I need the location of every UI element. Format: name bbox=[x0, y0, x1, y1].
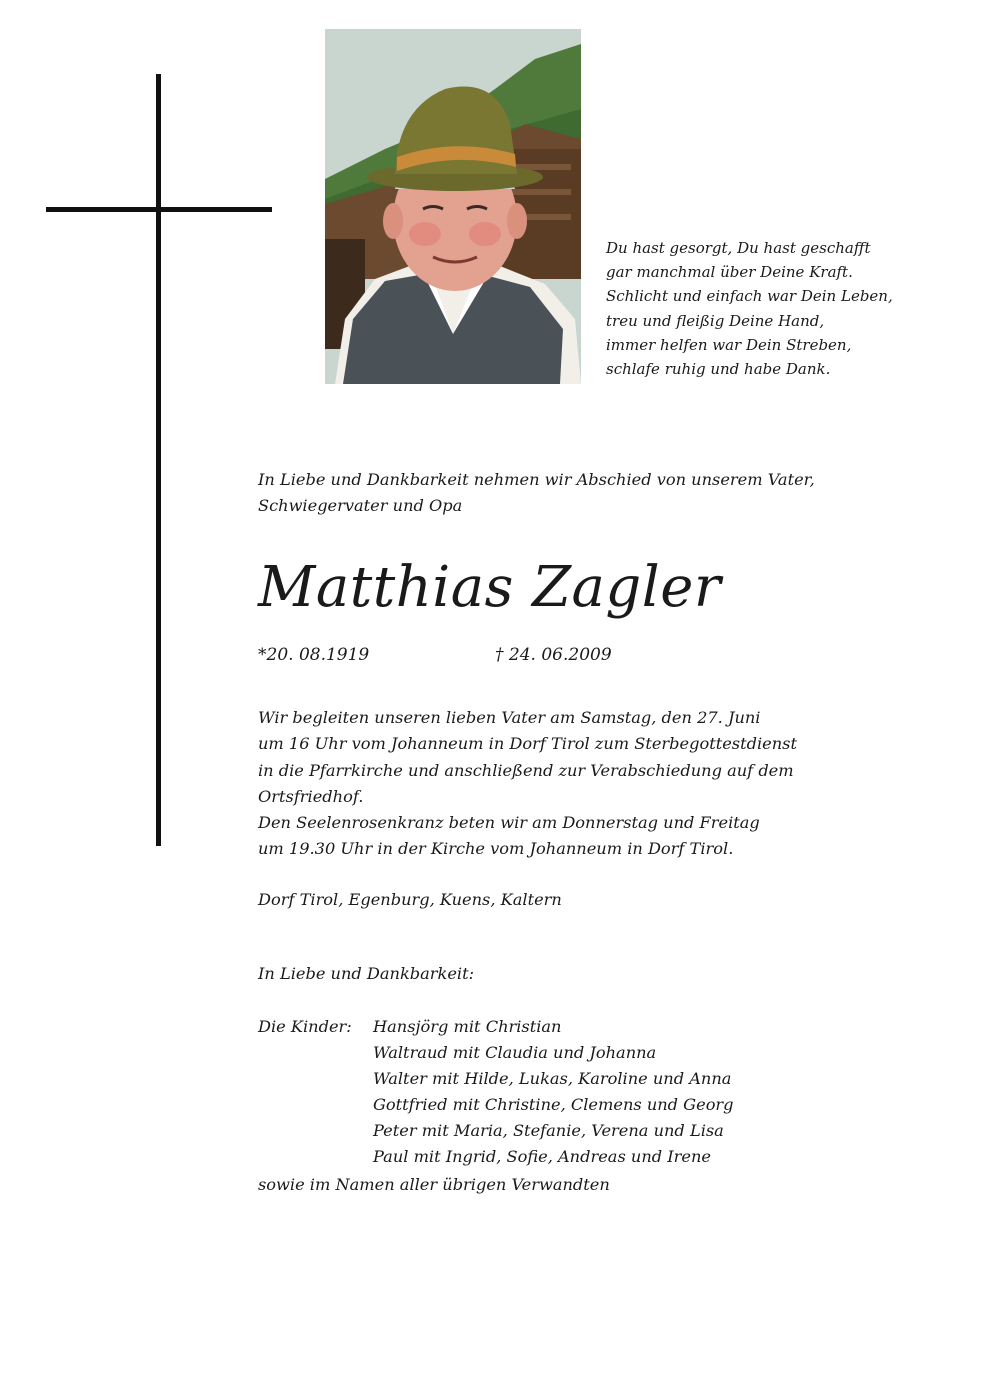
child-entry: Gottfried mit Christine, Clemens und Georg bbox=[373, 1094, 734, 1114]
child-entry: Hansjörg mit Christian bbox=[373, 1017, 562, 1036]
poem bbox=[606, 236, 966, 381]
details-line: Wir begleiten unseren lieben Vater am Samstag, den 27. Juni bbox=[258, 708, 761, 727]
poem-line: Schlicht und einfach war Dein Leben, bbox=[606, 287, 893, 306]
deceased-name: Matthias Zagler bbox=[258, 555, 722, 620]
details-line: Ortsfriedhof. bbox=[258, 786, 364, 806]
intro-line: Schwiegervater und Opa bbox=[258, 495, 463, 515]
poem-line: schlafe ruhig und habe Dank. bbox=[606, 360, 831, 379]
poem-line: Du hast gesorgt, Du hast geschafft bbox=[606, 239, 871, 257]
details-line: um 16 Uhr vom Johanneum in Dorf Tirol zum Sterbegottestdienst bbox=[258, 734, 797, 754]
details-line: Den Seelenrosenkranz beten wir am Donnerstag und Freitag bbox=[258, 813, 760, 833]
children-list bbox=[373, 1014, 953, 1169]
relatives-line: sowie im Namen aller übrigen Verwandten bbox=[258, 1175, 610, 1194]
cross-horizontal-bar bbox=[46, 207, 272, 212]
child-entry: Waltraud mit Claudia und Johanna bbox=[373, 1042, 657, 1062]
child-entry: Paul mit Ingrid, Sofie, Andreas und Irene bbox=[373, 1146, 711, 1166]
places: Dorf Tirol, Egenburg, Kuens, Kaltern bbox=[258, 890, 562, 909]
intro-line: In Liebe und Dankbarkeit nehmen wir Abschied von unserem Vater, bbox=[258, 470, 815, 489]
cross-vertical-bar bbox=[156, 74, 161, 846]
details-line: in die Pfarrkirche und anschließend zur Verabschiedung auf dem bbox=[258, 760, 794, 780]
child-entry: Walter mit Hilde, Lukas, Karoline und Anna bbox=[373, 1068, 732, 1088]
closing-line: In Liebe und Dankbarkeit: bbox=[258, 964, 475, 983]
poem-line: gar manchmal über Deine Kraft. bbox=[606, 263, 853, 282]
intro-text bbox=[258, 467, 958, 518]
death-date: † 24. 06.2009 bbox=[495, 645, 612, 665]
funeral-details bbox=[258, 705, 958, 863]
birth-date: *20. 08.1919 bbox=[258, 645, 370, 665]
child-entry: Peter mit Maria, Stefanie, Verena und Lisa bbox=[373, 1120, 724, 1140]
children-label: Die Kinder: bbox=[258, 1017, 352, 1036]
poem-line: treu und fleißig Deine Hand, bbox=[606, 311, 825, 330]
poem-line: immer helfen war Dein Streben, bbox=[606, 335, 852, 354]
details-line: um 19.30 Uhr in der Kirche vom Johanneum in Dorf Tirol. bbox=[258, 839, 734, 859]
portrait-photo bbox=[325, 29, 581, 384]
